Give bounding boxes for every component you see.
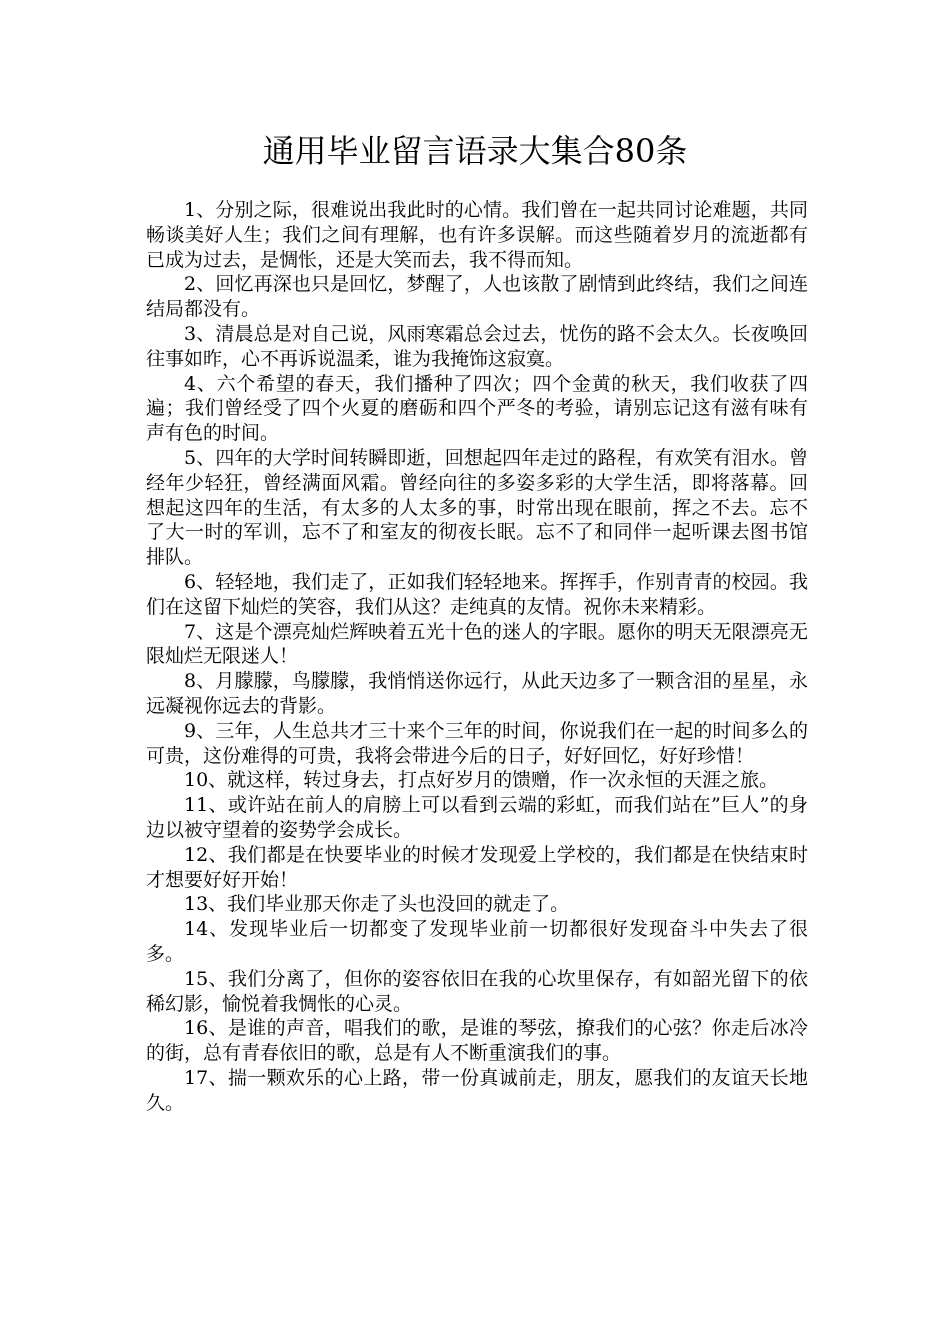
paragraph-2: 2、回忆再深也只是回忆，梦醒了，人也该散了剧情到此终结，我们之间连结局都没有。 [146,273,808,321]
paragraph-15: 15、我们分离了，但你的姿容依旧在我的心坎里保存，有如韶光留下的依稀幻影，愉悦着我惆怅的心灵。 [146,967,808,1015]
paragraph-16: 16、是谁的声音，唱我们的歌，是谁的琴弦，撩我们的心弦？你走后冰冷的街，总有青春依旧的歌，总是有人不断重演我们的事。 [146,1017,808,1065]
paragraph-5: 5、四年的大学时间转瞬即逝，回想起四年走过的路程，有欢笑有泪水。曾经年少轻狂，曾经满面风霜。曾经向往的多姿多彩的大学生活，即将落幕。回想起这四年的生活，有太多的人太多的事，时常出现在眼前，挥之不去。忘不了大一时的军训，忘不了和室友的彻夜长眠。忘不了和同伴一起听课去图书馆排队。 [146,446,808,569]
paragraph-6: 6、轻轻地，我们走了，正如我们轻轻地来。挥挥手，作别青青的校园。我们在这留下灿烂的笑容，我们从这？走纯真的友情。祝你未来精彩。 [146,570,808,618]
paragraph-4: 4、六个希望的春天，我们播种了四次；四个金黄的秋天，我们收获了四遍；我们曾经受了四个火夏的磨砺和四个严冬的考验，请别忘记这有滋有味有声有色的时间。 [146,372,808,445]
paragraph-11: 11、或许站在前人的肩膀上可以看到云端的彩虹，而我们站在”巨人”的身边以被守望着的姿势学会成长。 [146,794,808,841]
paragraph-9: 9、三年，人生总共才三十来个三年的时间，你说我们在一起的时间多么的可贵，这份难得的可贵，我将会带进今后的日子，好好回忆，好好珍惜！ [146,719,808,767]
document-body [146,198,808,1115]
paragraph-10: 10、就这样，转过身去，打点好岁月的馈赠，作一次永恒的天涯之旅。 [184,769,779,792]
paragraph-17: 17、揣一颗欢乐的心上路，带一份真诚前走，朋友，愿我们的友谊天长地久。 [146,1066,808,1114]
paragraph-13: 13、我们毕业那天你走了头也没回的就走了。 [184,893,570,916]
page-title: 通用毕业留言语录大集合80条 [262,132,688,170]
paragraph-12: 12、我们都是在快要毕业的时候才发现爱上学校的，我们都是在快结束时才想要好好开始！ [146,843,808,891]
paragraph-14: 14、发现毕业后一切都变了发现毕业前一切都很好发现奋斗中失去了很多。 [146,918,808,965]
paragraph-8: 8、月朦朦，鸟朦朦，我悄悄送你远行，从此天边多了一颗含泪的星星，永远凝视你远去的背影。 [146,670,808,717]
paragraph-3: 3、清晨总是对自己说，风雨寒霜总会过去，忧伤的路不会太久。长夜唤回往事如昨，心不再诉说温柔，谁为我掩饰这寂寞。 [146,322,808,370]
paragraph-7: 7、这是个漂亮灿烂辉映着五光十色的迷人的字眼。愿你的明天无限漂亮无限灿烂无限迷人！ [146,620,808,668]
paragraph-1: 1、分别之际，很难说出我此时的心情。我们曾在一起共同讨论难题，共同畅谈美好人生；我们之间有理解，也有许多误解。而这些随着岁月的流逝都有已成为过去，是惆怅，还是大笑而去，我不得而知。 [146,199,808,271]
